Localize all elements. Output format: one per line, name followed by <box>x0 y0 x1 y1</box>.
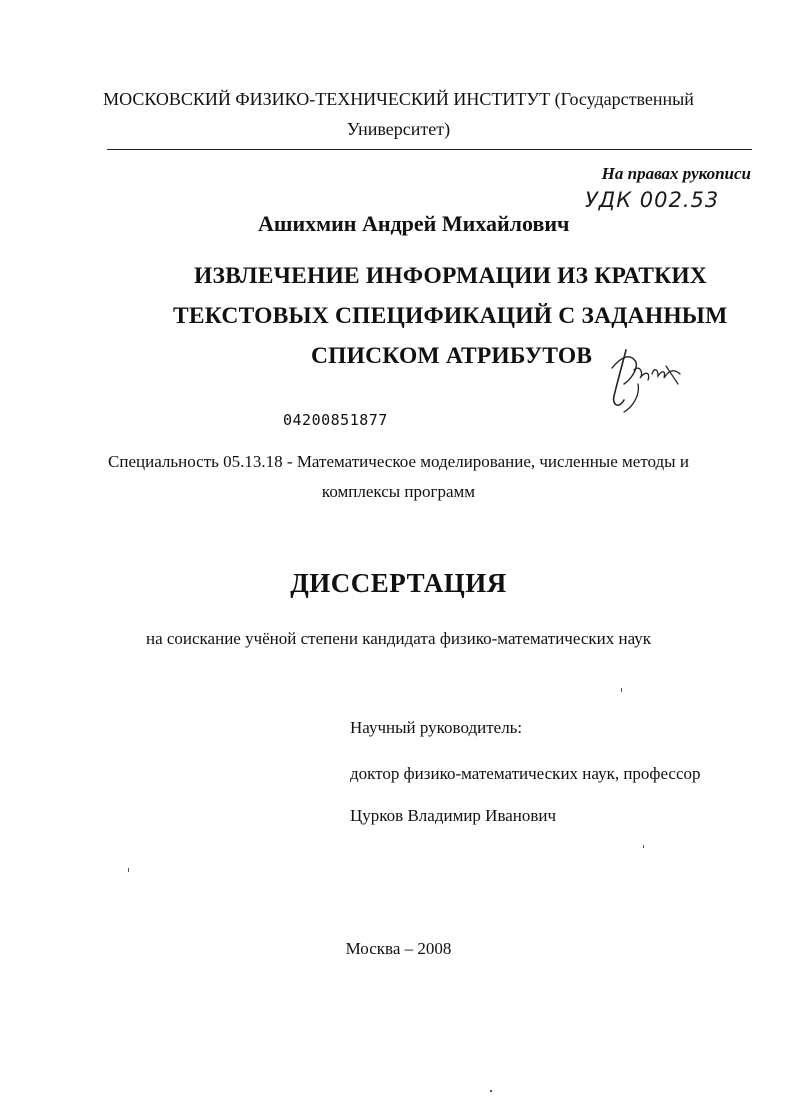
supervisor-name: Цурков Владимир Иванович <box>350 806 557 825</box>
institute-name-line1: МОСКОВСКИЙ ФИЗИКО-ТЕХНИЧЕСКИЙ ИНСТИТУТ (Государственный <box>103 89 694 109</box>
header-divider <box>107 149 752 150</box>
supervisor-label: Научный руководитель: <box>350 718 523 737</box>
title-line1: ИЗВЛЕЧЕНИЕ ИНФОРМАЦИИ ИЗ КРАТКИХ <box>194 263 707 289</box>
city-year: Москва – 2008 <box>345 939 452 958</box>
signature-text: Ашх <box>604 340 606 341</box>
udk-handwritten: УДК 002.53 <box>585 188 720 212</box>
document-type: ДИССЕРТАЦИЯ <box>290 568 507 598</box>
title-line3: СПИСКОМ АТРИБУТОВ <box>311 343 593 369</box>
author-name: Ашихмин Андрей Михайлович <box>258 211 570 236</box>
degree-line: на соискание учёной степени кандидата физико-математических наук <box>145 629 652 648</box>
scan-speck <box>128 868 129 872</box>
manuscript-note: На правах рукописи <box>601 164 751 183</box>
author-signature <box>604 340 688 416</box>
specialty-line1: Специальность 05.13.18 - Математическое моделирование, численные методы и <box>108 452 689 471</box>
supervisor-credentials: доктор физико-математических наук, профессор <box>350 764 701 783</box>
specialty-line2: комплексы программ <box>321 482 476 501</box>
institute-name-line2: Университет) <box>346 119 451 139</box>
scan-speck <box>490 1090 492 1092</box>
scan-speck <box>621 688 622 692</box>
title-line2: ТЕКСТОВЫХ СПЕЦИФИКАЦИЙ С ЗАДАННЫМ <box>173 303 728 329</box>
scan-speck <box>643 845 644 848</box>
registration-number: 04200851877 <box>283 411 388 429</box>
